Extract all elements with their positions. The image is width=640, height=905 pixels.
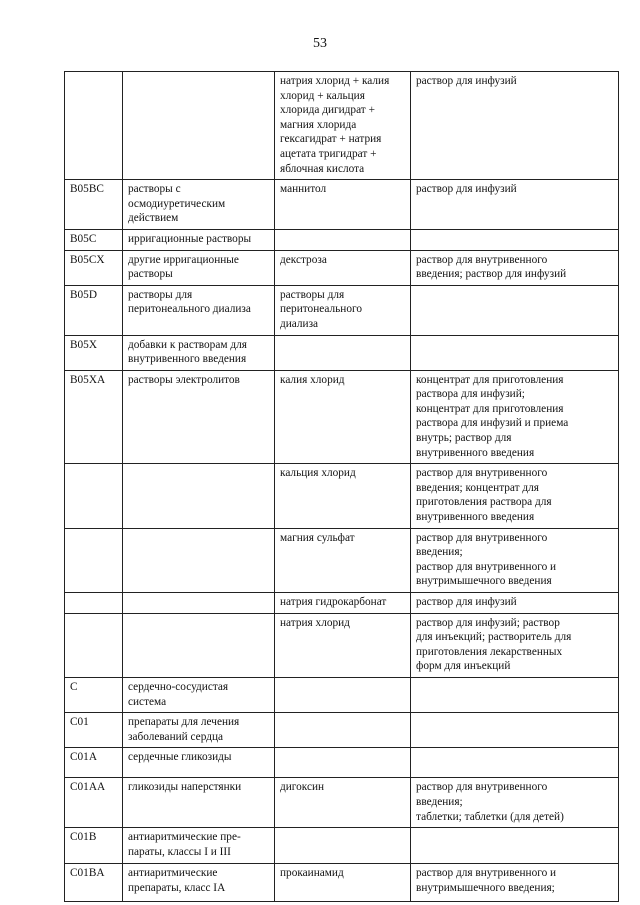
atc-code-cell: C01AA <box>65 778 123 828</box>
group-cell: гликозиды наперстянки <box>123 778 275 828</box>
dosage-form-cell <box>411 677 619 712</box>
atc-code-cell: B05X <box>65 335 123 370</box>
group-cell: антиаритмические препараты, класс IA <box>123 864 275 902</box>
group-cell <box>123 528 275 592</box>
table-row <box>65 72 619 180</box>
group-cell: ирригационные растворы <box>123 229 275 250</box>
atc-code-cell: C <box>65 677 123 712</box>
dosage-form-cell: раствор для внутривенного введения; раствор для внутривенного и внутримышечного введения <box>411 528 619 592</box>
table-row <box>65 593 619 614</box>
atc-code-cell: B05CX <box>65 250 123 285</box>
group-cell <box>123 613 275 677</box>
atc-code-cell <box>65 593 123 614</box>
group-cell: растворы для перитонеального диализа <box>123 285 275 335</box>
atc-code-cell <box>65 464 123 528</box>
dosage-form-cell: раствор для инфузий <box>411 180 619 230</box>
drug-name-cell: натрия хлорид <box>275 613 411 677</box>
atc-code-cell <box>65 72 123 180</box>
dosage-form-cell <box>411 285 619 335</box>
drug-name-cell <box>275 229 411 250</box>
drug-table <box>64 71 619 902</box>
group-cell: сердечно-сосудистая система <box>123 677 275 712</box>
table-row <box>65 677 619 712</box>
atc-code-cell: C01B <box>65 828 123 864</box>
group-cell: препараты для лечения заболеваний сердца <box>123 713 275 748</box>
atc-code-cell: B05BC <box>65 180 123 230</box>
drug-name-cell: натрия хлорид + калия хлорид + кальция хлорида дигидрат + магния хлорида гексагидрат + натрия ацетата тригидрат + яблочная кислота <box>275 72 411 180</box>
dosage-form-cell: раствор для внутривенного введения; таблетки; таблетки (для детей) <box>411 778 619 828</box>
atc-code-cell: B05C <box>65 229 123 250</box>
dosage-form-cell: раствор для инфузий <box>411 72 619 180</box>
group-cell: другие ирригационные растворы <box>123 250 275 285</box>
dosage-form-cell <box>411 229 619 250</box>
dosage-form-cell <box>411 335 619 370</box>
drug-name-cell: магния сульфат <box>275 528 411 592</box>
atc-code-cell: C01BA <box>65 864 123 902</box>
table-row <box>65 180 619 230</box>
dosage-form-cell: раствор для внутривенного и внутримышечного введения; <box>411 864 619 902</box>
dosage-form-cell <box>411 828 619 864</box>
page-number: 53 <box>313 36 327 51</box>
group-cell <box>123 72 275 180</box>
table-row <box>65 335 619 370</box>
table-row <box>65 713 619 748</box>
drug-name-cell: прокаинамид <box>275 864 411 902</box>
table-row <box>65 250 619 285</box>
table-row <box>65 864 619 902</box>
atc-code-cell <box>65 613 123 677</box>
group-cell <box>123 464 275 528</box>
group-cell <box>123 593 275 614</box>
table-row <box>65 778 619 828</box>
table-row <box>65 285 619 335</box>
table-row <box>65 370 619 464</box>
group-cell: растворы с осмодиуретическим действием <box>123 180 275 230</box>
atc-code-cell <box>65 528 123 592</box>
table-row <box>65 828 619 864</box>
dosage-form-cell: концентрат для приготовления раствора для инфузий; концентрат для приготовления раствора для инфузий и приема внутрь; раствор для внутривенного введения <box>411 370 619 464</box>
atc-code-cell: B05XA <box>65 370 123 464</box>
drug-name-cell <box>275 335 411 370</box>
dosage-form-cell <box>411 748 619 778</box>
dosage-form-cell: раствор для внутривенного введения; концентрат для приготовления раствора для внутривенного введения <box>411 464 619 528</box>
group-cell: антиаритмические пре- параты, классы I и III <box>123 828 275 864</box>
drug-name-cell <box>275 828 411 864</box>
drug-name-cell <box>275 713 411 748</box>
drug-name-cell: натрия гидрокарбонат <box>275 593 411 614</box>
table-row <box>65 748 619 778</box>
group-cell: растворы электролитов <box>123 370 275 464</box>
table-row <box>65 464 619 528</box>
drug-name-cell <box>275 748 411 778</box>
drug-name-cell: кальция хлорид <box>275 464 411 528</box>
group-cell: сердечные гликозиды <box>123 748 275 778</box>
dosage-form-cell <box>411 713 619 748</box>
atc-code-cell: C01A <box>65 748 123 778</box>
dosage-form-cell: раствор для внутривенного введения; раствор для инфузий <box>411 250 619 285</box>
atc-code-cell: B05D <box>65 285 123 335</box>
drug-name-cell: декстроза <box>275 250 411 285</box>
dosage-form-cell: раствор для инфузий <box>411 593 619 614</box>
drug-name-cell: растворы для перитонеального диализа <box>275 285 411 335</box>
table-row <box>65 528 619 592</box>
atc-code-cell: C01 <box>65 713 123 748</box>
table-row <box>65 613 619 677</box>
drug-name-cell: маннитол <box>275 180 411 230</box>
dosage-form-cell: раствор для инфузий; раствор для инъекций; растворитель для приготовления лекарственных форм для инъекций <box>411 613 619 677</box>
group-cell: добавки к растворам для внутривенного введения <box>123 335 275 370</box>
drug-name-cell: калия хлорид <box>275 370 411 464</box>
table-row <box>65 229 619 250</box>
drug-name-cell <box>275 677 411 712</box>
drug-name-cell: дигоксин <box>275 778 411 828</box>
